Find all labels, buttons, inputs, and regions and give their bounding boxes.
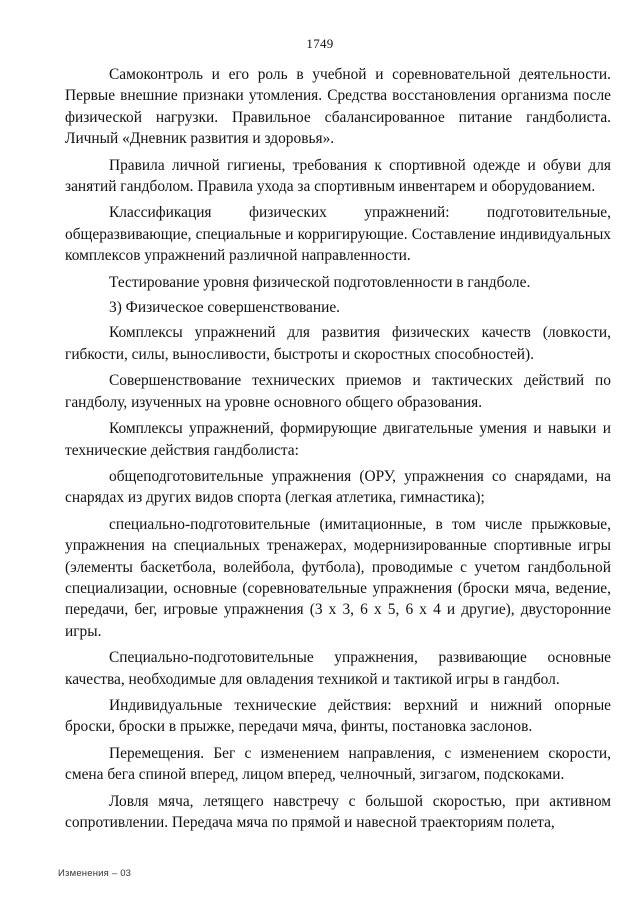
paragraph-testing: Тестирование уровня физической подготовленности в гандболе.: [109, 273, 531, 291]
footer-revision: Изменения – 03: [58, 868, 132, 879]
paragraph-special-preparatory: Специально-подготовительные упражнения, развивающие основные качества, необходимые для овладения техникой и тактикой игры в гандбол.: [65, 649, 611, 688]
paragraph-technique-improvement: Совершенствование технических приемов и тактических действий по гандболу, изученных на уровне основного общего образования.: [65, 372, 611, 411]
paragraph-special-exercises: специально-подготовительные (имитационные, в том числе прыжковые, упражнения на специальных тренажерах, модернизированные спортивные игры (элементы баскетбола, волейбола, футбола), проводимые с учетом гандбольной специализации, основные (соревновательные упражнения (броски мяча, ведение, передачи, бег, игровые упражнения (3 х 3, 6 х 5, 6 х 4 и другие), двусторонние игры.: [65, 515, 611, 640]
paragraph-motor-skills: Комплексы упражнений, формирующие двигательные умения и навыки и технические действия гандболиста:: [65, 420, 611, 459]
paragraph-self-control: Самоконтроль и его роль в учебной и соревновательной деятельности. Первые внешние признаки утомления. Средства восстановления организма после физической нагрузки. Правильное сбалансированное питание гандболиста. Личный «Дневник развития и здоровья».: [65, 66, 611, 148]
paragraph-movements: Перемещения. Бег с изменением направления, с изменением скорости, смена бега спиной вперед, лицом вперед, челночный, зигзагом, подскоками.: [65, 744, 611, 784]
page-number: 1749: [306, 36, 334, 51]
paragraph-ball-catching: Ловля мяча, летящего навстречу с большой скоростью, при активном сопротивлении. Передача мяча по прямой и навесной траекториям полета,: [65, 792, 611, 831]
section-heading-physical-improvement: 3) Физическое совершенствование.: [109, 299, 341, 317]
body-text: [65, 64, 611, 838]
paragraph-exercise-complexes: Комплексы упражнений для развития физических качеств (ловкости, гибкости, силы, выносливости, быстроты и скоростных способностей).: [65, 324, 611, 363]
paragraph-general-exercises: общеподготовительные упражнения (ОРУ, упражнения со снарядами, на снарядах из других видов спорта (легкая атлетика, гимнастика);: [65, 467, 611, 507]
paragraph-individual-actions: Индивидуальные технические действия: верхний и нижний опорные броски, броски в прыжке, передачи мяча, финты, постановка заслонов.: [65, 696, 611, 736]
paragraph-exercise-classification: Классификация физических упражнений: подготовительные, общеразвивающие, специальные и корригирующие. Составление индивидуальных комплексов упражнений различной направленности.: [65, 204, 611, 265]
paragraph-hygiene: Правила личной гигиены, требования к спортивной одежде и обуви для занятий гандболом. Правила ухода за спортивным инвентарем и оборудованием.: [65, 156, 611, 196]
